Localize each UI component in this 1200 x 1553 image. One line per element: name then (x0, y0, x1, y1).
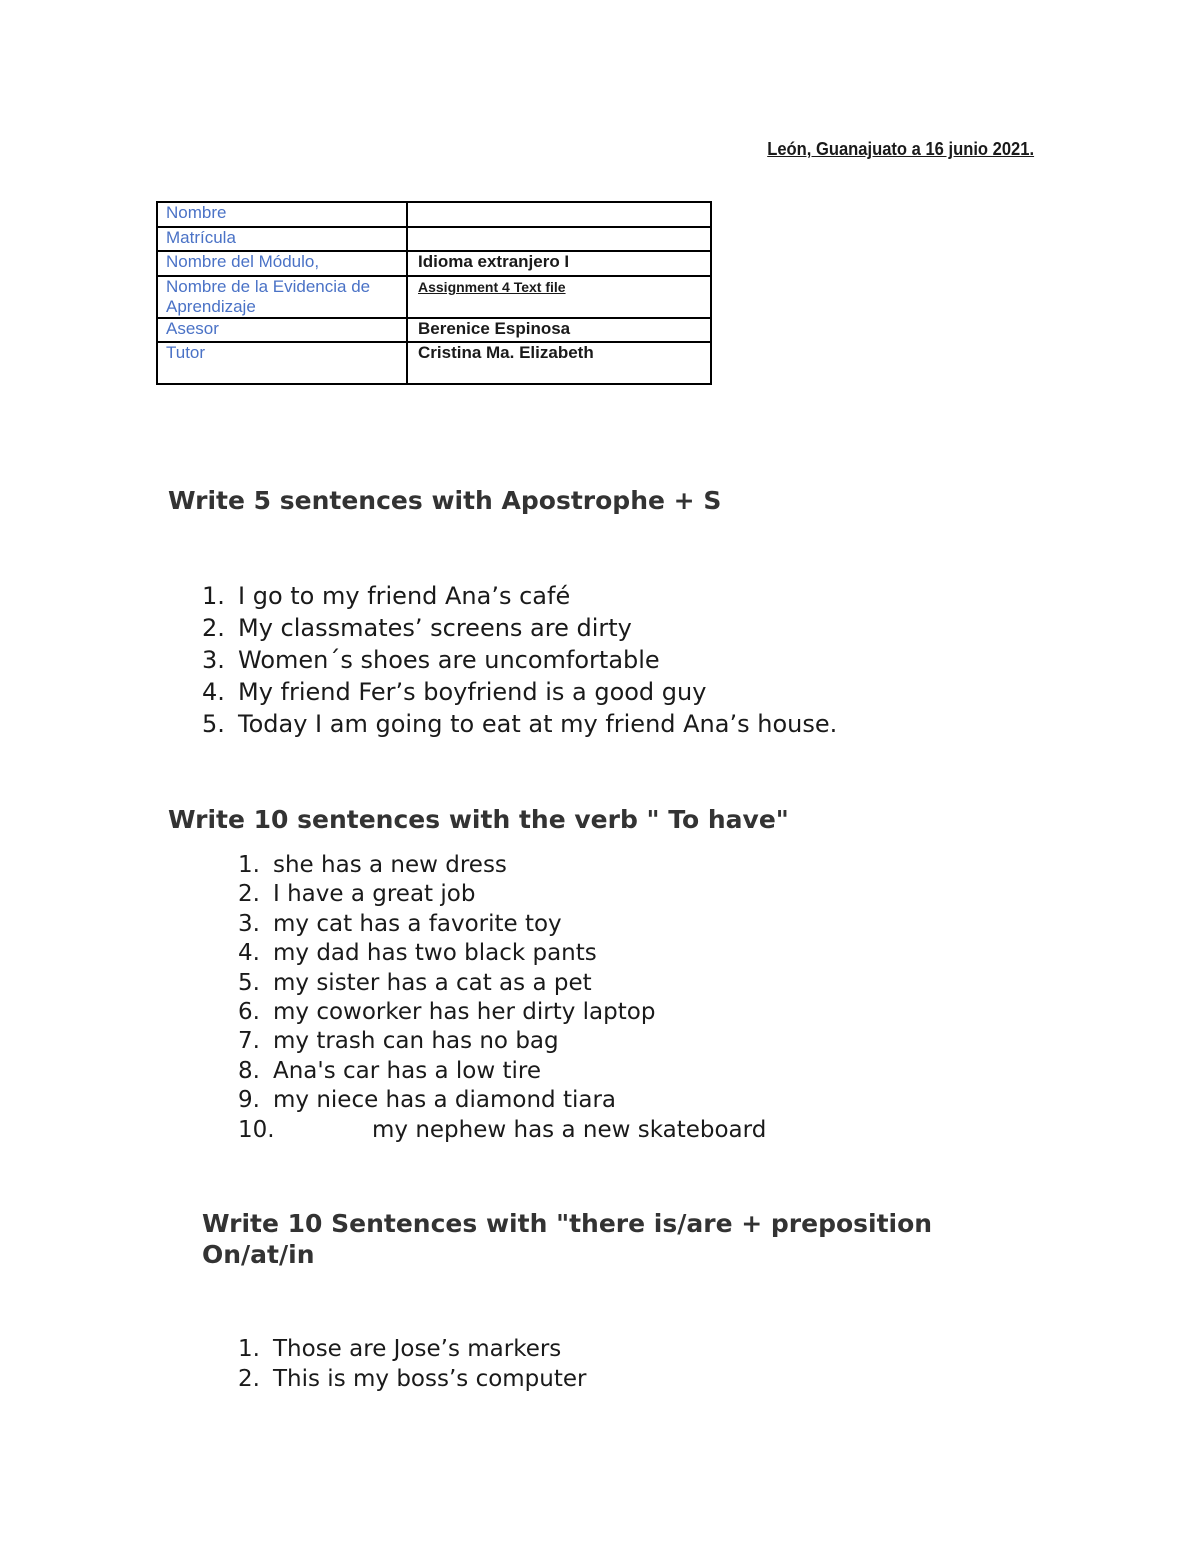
info-row-evidencia (157, 276, 711, 318)
item-number: 1. (202, 582, 225, 610)
section-heading-line1: Write 10 Sentences with "there is/are + preposition (202, 1209, 933, 1238)
info-row-asesor (157, 318, 711, 342)
there-is-are-list (238, 1335, 587, 1394)
to-have-list (238, 851, 766, 1145)
item-text: my nephew has a new skateboard (372, 1116, 767, 1143)
section-heading: Write 10 sentences with the verb " To have" (168, 805, 789, 834)
list-item (238, 910, 766, 939)
item-text: my coworker has her dirty laptop (273, 999, 656, 1026)
info-label: Nombre (157, 202, 407, 227)
item-text: she has a new dress (273, 852, 507, 878)
info-label: Nombre de la Evidencia de Aprendizaje (157, 276, 407, 318)
item-number: 2. (202, 614, 225, 642)
info-value: Cristina Ma. Elizabeth (407, 342, 711, 384)
list-item (238, 880, 766, 909)
item-text: my sister has a cat as a pet (273, 969, 592, 996)
info-value (407, 227, 711, 251)
item-number: 2. (238, 881, 260, 908)
item-text: I have a great job (273, 881, 476, 908)
item-text: Those are Jose’s markers (273, 1336, 562, 1362)
info-row-matricula (157, 227, 711, 251)
info-value (407, 202, 711, 227)
info-label: Nombre del Módulo, (157, 251, 407, 276)
item-number: 1. (238, 852, 260, 878)
item-number: 9. (238, 1087, 260, 1114)
item-number: 3. (202, 646, 225, 674)
item-text: my dad has two black pants (273, 940, 597, 967)
list-item (238, 1057, 766, 1086)
item-number: 5. (202, 710, 225, 738)
list-item (238, 969, 766, 998)
item-text: my trash can has no bag (273, 1028, 559, 1055)
list-item (238, 1116, 766, 1145)
info-row-modulo (157, 251, 711, 276)
apostrophe-list (202, 580, 837, 740)
info-value: Assignment 4 Text file (407, 276, 711, 318)
item-text: my niece has a diamond tiara (273, 1087, 617, 1114)
info-label: Tutor (157, 342, 407, 384)
list-item (202, 612, 837, 644)
item-number: 4. (238, 940, 260, 967)
list-item (238, 1027, 766, 1056)
item-number: 3. (238, 910, 260, 937)
date-line: León, Guanajuato a 16 junio 2021. (767, 139, 1034, 159)
info-label: Matrícula (157, 227, 407, 251)
info-value: Idioma extranjero I (407, 251, 711, 276)
list-item (238, 939, 766, 968)
info-row-nombre (157, 202, 711, 227)
list-item (238, 1086, 766, 1115)
item-number: 4. (202, 678, 225, 706)
item-text: Ana's car has a low tire (273, 1057, 541, 1084)
item-text: This is my boss’s computer (273, 1365, 587, 1392)
item-number: 8. (238, 1057, 260, 1084)
section-heading: Write 5 sentences with Apostrophe + S (168, 486, 722, 515)
list-item (238, 851, 766, 880)
item-number: 6. (238, 999, 260, 1026)
list-item (238, 1365, 587, 1395)
info-row-tutor (157, 342, 711, 384)
info-value: Berenice Espinosa (407, 318, 711, 342)
list-item (202, 708, 837, 740)
info-label: Asesor (157, 318, 407, 342)
item-number: 7. (238, 1028, 260, 1055)
item-number: 1. (238, 1336, 260, 1362)
list-item (202, 580, 837, 612)
item-text: Today I am going to eat at my friend Ana’s house. (238, 710, 838, 738)
item-text: my cat has a favorite toy (273, 910, 562, 937)
info-table (156, 201, 712, 385)
item-text: Women´s shoes are uncomfortable (238, 646, 660, 674)
item-number: 2. (238, 1365, 260, 1392)
list-item (238, 1335, 587, 1365)
section-heading-line2: On/at/in (202, 1240, 315, 1269)
list-item (202, 644, 837, 676)
item-text: My classmates’ screens are dirty (238, 614, 632, 642)
item-number: 5. (238, 969, 260, 996)
item-number: 10. (238, 1116, 275, 1143)
item-text: I go to my friend Ana’s café (238, 582, 571, 610)
item-text: My friend Fer’s boyfriend is a good guy (238, 678, 707, 706)
list-item (202, 676, 837, 708)
list-item (238, 998, 766, 1027)
